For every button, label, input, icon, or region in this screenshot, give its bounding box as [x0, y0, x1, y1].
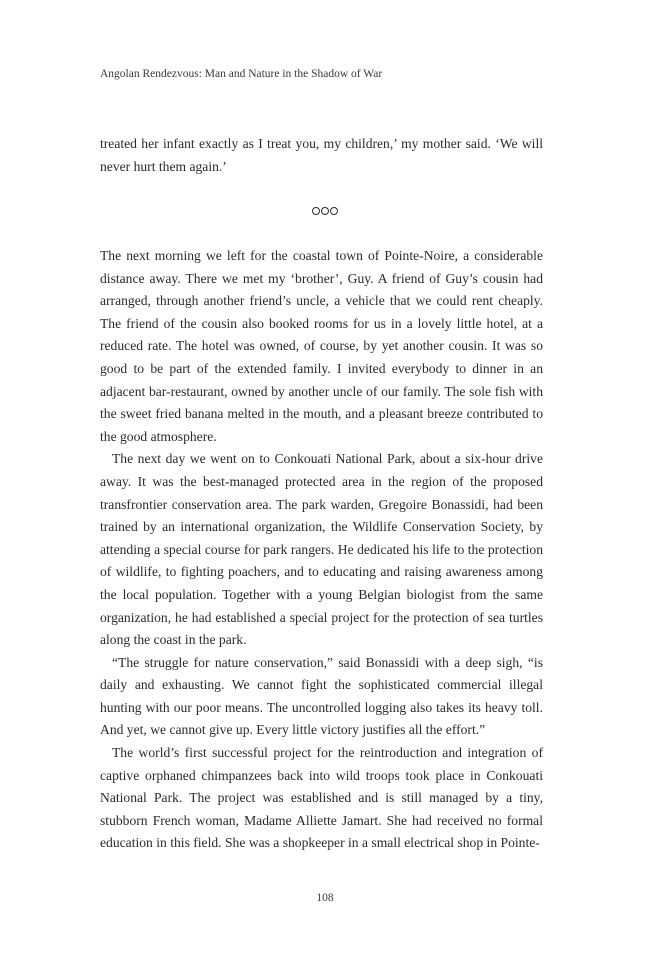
running-head: Angolan Rendezvous: Man and Nature in the Shadow of War [100, 68, 383, 80]
ornament-circle-icon [312, 207, 320, 215]
paragraph: The next day we went on to Conkouati National Park, about a six-hour drive away. It was the best-managed protected area in the region of the proposed transfrontier conservation area. The park warden, Gregoire Bonassidi, had been trained by an international organization, the Wildlife Conservation Society, by attending a special course for park rangers. He dedicated his life to the protection of wildlife, to fighting poachers, and to educating and raising awareness among the local population. Together with a young Belgian biologist from the same organization, he had established a special project for the protection of sea turtles along the coast in the park. [100, 451, 543, 648]
page-number: 108 [316, 892, 334, 904]
section-break-ornament [0, 203, 650, 218]
paragraph: The next morning we left for the coastal town of Pointe-Noire, a considerable distance away. There we met my ‘brother’, Guy. A friend of Guy’s cousin had arranged, through another friend’s uncle, a vehicle that we could rent cheaply. The friend of the cousin also booked rooms for us in a lovely little hotel, at a reduced rate. The hotel was owned, of course, by yet another cousin. It was so good to be part of the extended family. I invited everybody to dinner in an adjacent bar-restaurant, owned by another uncle of our family. The sole fish with the sweet fried banana melted in the mouth, and a pleasant breeze contributed to the good atmosphere. [100, 248, 543, 444]
paragraph: The world’s first successful project for the reintroduction and integration of captive orphaned chimpanzees back into wild troops took place in Conkouati National Park. The project was established and is still managed by a tiny, stubborn French woman, Madame Alliette Jamart. She had received no formal education in this field. She was a shopkeeper in a small electrical shop in Pointe- [100, 745, 543, 851]
ornament-circle-icon [330, 207, 338, 215]
paragraph: treated her infant exactly as I treat you, my children,’ my mother said. ‘We will never hurt them again.’ [100, 136, 543, 174]
ornament-circle-icon [321, 207, 329, 215]
main-text-block [100, 245, 543, 855]
paragraph: “The struggle for nature conservation,” said Bonassidi with a deep sigh, “is daily and exhausting. We cannot fight the sophisticated commercial illegal hunting with our poor means. The uncontrolled logging also takes its heavy toll. And yet, we cannot give up. Every little victory justifies all the effort.” [100, 654, 543, 738]
opening-paragraph-block [100, 133, 543, 178]
